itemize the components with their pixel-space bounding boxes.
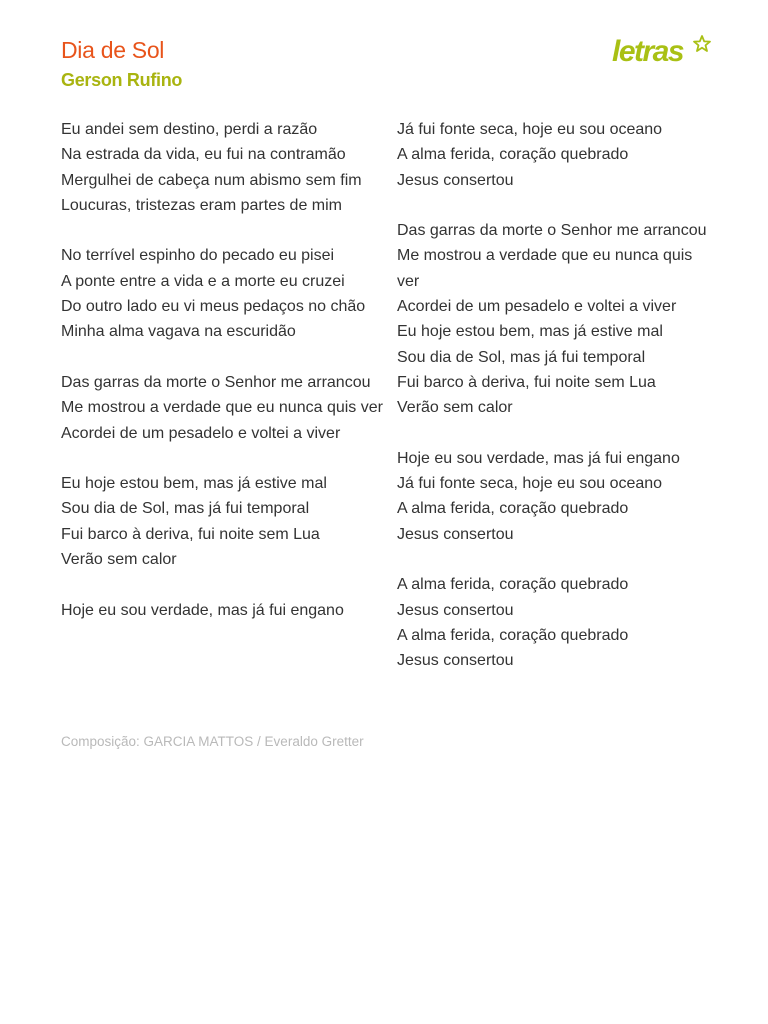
lyric-line: Eu hoje estou bem, mas já estive mal bbox=[397, 323, 663, 341]
lyric-line: Acordei de um pesadelo e voltei a viver bbox=[397, 298, 677, 316]
lyrics-stanza bbox=[61, 598, 383, 623]
lyric-line: A alma ferida, coração quebrado bbox=[397, 500, 629, 518]
lyric-line: Sou dia de Sol, mas já fui temporal bbox=[61, 500, 310, 518]
composition-credits: Composição: GARCIA MATTOS / Everaldo Gretter bbox=[61, 734, 364, 749]
letras-logo bbox=[610, 30, 714, 72]
lyrics-stanza bbox=[397, 572, 717, 673]
lyrics-stanza bbox=[397, 218, 717, 420]
letras-logo-graphic bbox=[610, 30, 714, 72]
lyric-line: Do outro lado eu vi meus pedaços no chão bbox=[61, 298, 366, 316]
lyric-line: Na estrada da vida, eu fui na contramão bbox=[61, 146, 346, 164]
lyrics-stanza bbox=[61, 471, 383, 572]
lyric-line: A alma ferida, coração quebrado bbox=[397, 626, 629, 644]
lyric-line: Minha alma vagava na escuridão bbox=[61, 323, 296, 341]
lyrics-stanza bbox=[397, 117, 717, 193]
lyric-line: Verão sem calor bbox=[397, 399, 513, 417]
lyrics-stanza bbox=[61, 243, 383, 344]
artist-name: Gerson Rufino bbox=[61, 70, 183, 90]
lyric-line: A alma ferida, coração quebrado bbox=[397, 146, 629, 164]
lyric-line: Jesus consertou bbox=[397, 525, 514, 543]
song-title: Dia de Sol bbox=[61, 37, 165, 63]
lyric-line: Já fui fonte seca, hoje eu sou oceano bbox=[397, 121, 663, 138]
lyric-line: Mergulhei de cabeça num abismo sem fim bbox=[61, 171, 362, 189]
lyric-line: Hoje eu sou verdade, mas já fui engano bbox=[61, 601, 344, 619]
lyric-line: Jesus consertou bbox=[397, 652, 514, 670]
lyric-line: Das garras da morte o Senhor me arrancou bbox=[397, 222, 707, 240]
logo-text: letras bbox=[612, 35, 684, 68]
lyric-line: Eu andei sem destino, perdi a razão bbox=[61, 121, 318, 138]
lyric-line: Acordei de um pesadelo e voltei a viver bbox=[61, 424, 341, 442]
song-header bbox=[61, 36, 182, 92]
lyric-line: A ponte entre a vida e a morte eu cruzei bbox=[61, 272, 345, 290]
lyric-line: No terrível espinho do pecado eu pisei bbox=[61, 247, 335, 265]
lyric-line: Hoje eu sou verdade, mas já fui engano bbox=[397, 449, 680, 467]
lyric-line: Jesus consertou bbox=[397, 601, 514, 619]
lyric-line: Fui barco à deriva, fui noite sem Lua bbox=[61, 525, 320, 543]
lyric-line: Me mostrou a verdade que eu nunca quis ver bbox=[61, 399, 383, 417]
lyrics-stanza bbox=[61, 117, 383, 218]
lyric-line: Verão sem calor bbox=[61, 551, 177, 569]
lyrics-stanza bbox=[397, 446, 717, 547]
lyrics-column-left bbox=[61, 117, 383, 623]
lyric-line: Fui barco à deriva, fui noite sem Lua bbox=[397, 373, 656, 391]
lyric-line: Jesus consertou bbox=[397, 171, 514, 189]
lyric-line: Loucuras, tristezas eram partes de mim bbox=[61, 196, 342, 214]
lyric-line: Me mostrou a verdade que eu nunca quis ver bbox=[397, 247, 693, 290]
lyric-line: Sou dia de Sol, mas já fui temporal bbox=[397, 348, 646, 366]
lyric-line: Das garras da morte o Senhor me arrancou bbox=[61, 373, 371, 391]
star-icon bbox=[694, 36, 710, 51]
lyric-line: Eu hoje estou bem, mas já estive mal bbox=[61, 475, 327, 493]
lyric-line: A alma ferida, coração quebrado bbox=[397, 576, 629, 594]
lyrics-stanza bbox=[61, 370, 383, 446]
lyric-line: Já fui fonte seca, hoje eu sou oceano bbox=[397, 475, 663, 493]
lyrics-column-right bbox=[397, 117, 717, 674]
